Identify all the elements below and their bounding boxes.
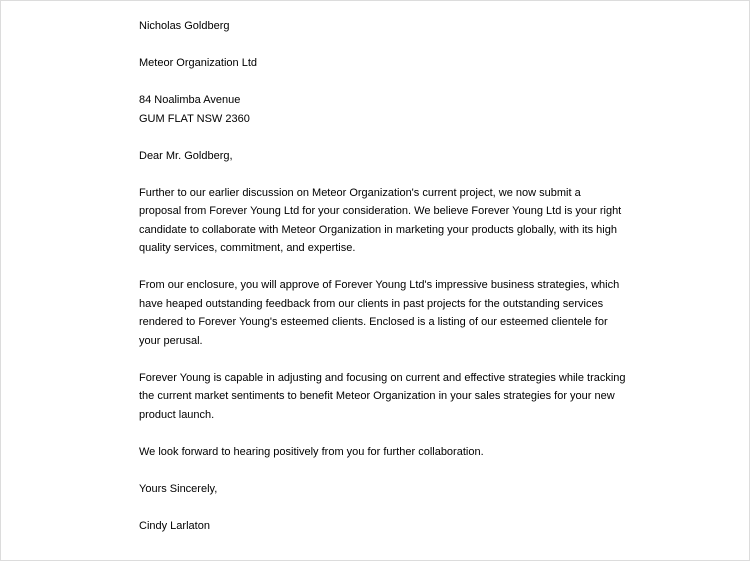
paragraph-1 (139, 184, 622, 258)
paragraph-1-line: candidate to collaborate with Meteor Organization in marketing your products globally, with its high (139, 223, 617, 236)
paragraph-3 (139, 369, 626, 425)
signature: Cindy Larlaton (139, 519, 210, 532)
paragraph-2-line: your perusal. (139, 334, 203, 347)
recipient-name: Nicholas Goldberg (139, 20, 230, 32)
paragraph-2-line: rendered to Forever Young's esteemed clients. Enclosed is a listing of our esteemed clientele for (139, 316, 608, 328)
paragraph-4: We look forward to hearing positively from you for further collaboration. (139, 445, 484, 458)
paragraph-3-line: product launch. (139, 408, 215, 421)
salutation: Dear Mr. Goldberg, (139, 149, 233, 162)
paragraph-2 (139, 276, 619, 350)
paragraph-2-line: From our enclosure, you will approve of Forever Young Ltd's impressive business strategies, which (139, 279, 620, 291)
recipient-company: Meteor Organization Ltd (139, 57, 258, 69)
paragraph-1-line: proposal from Forever Young Ltd for your consideration. We believe Forever Young Ltd is your right (139, 205, 622, 217)
paragraph-1-line: quality services, commitment, and expertise. (139, 242, 356, 254)
recipient-address-line2: GUM FLAT NSW 2360 (139, 112, 250, 125)
letter-body (139, 17, 626, 535)
paragraph-2-line: have heaped outstanding feedback from our clients in past projects for the outstanding services (139, 297, 604, 310)
paragraph-3-line: the current market sentiments to benefit Meteor Organization in your sales strategies for your new (139, 390, 615, 402)
paragraph-1-line: Further to our earlier discussion on Meteor Organization's current project, we now submit a (139, 186, 581, 199)
paragraph-3-line: Forever Young is capable in adjusting and focusing on current and effective strategies while tracking (139, 371, 626, 384)
recipient-address-line1: 84 Noalimba Avenue (139, 94, 241, 106)
closing: Yours Sincerely, (139, 482, 218, 495)
